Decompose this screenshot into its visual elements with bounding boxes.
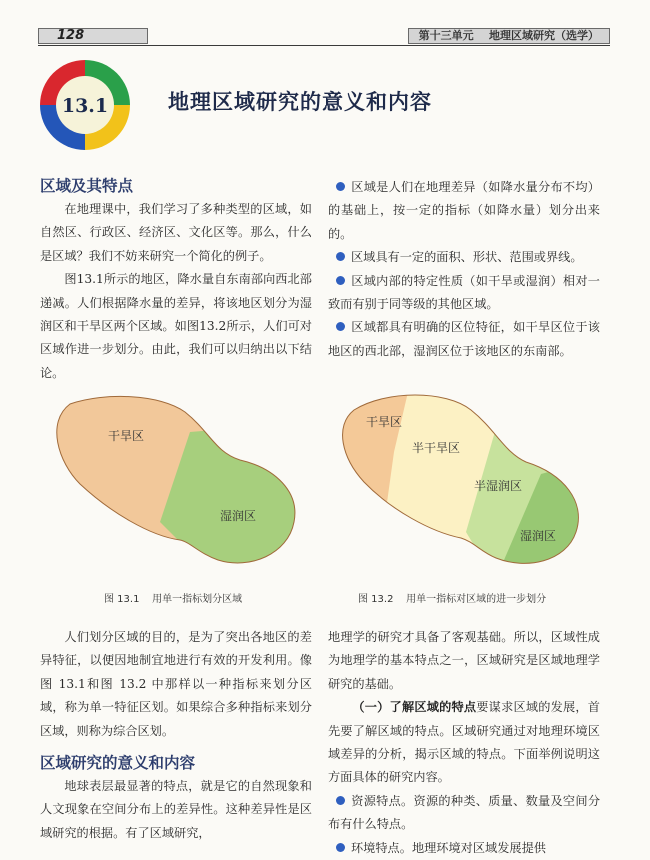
list-item: 区域都具有明确的区位特征，如干旱区位于该地区的西北部，湿润区位于该地区的东南部。 — [328, 320, 600, 358]
paragraph: 地球表层最显著的特点，就是它的自然现象和人文现象在空间分布上的差异性。这种差异性是区域研究的根据。有了区域研究， — [40, 779, 312, 840]
heading-region-features: 区域及其特点 — [40, 177, 134, 195]
paragraph: 图13.1所示的地区，降水量自东南部向西北部递减。人们根据降水量的差异，将该地区划分为湿润区和干旱区两个区域。如图13.2所示，人们可对区域作进一步划分。由此，我们可以归纳出以下结论。 — [40, 272, 312, 380]
subheading: （一）了解区域的特点 — [352, 700, 477, 715]
region-label-dry: 干旱区 — [366, 415, 403, 429]
paragraph: （一）了解区域的特点要谋求区域的发展，首先要了解区域的特点。区域研究通过对地理环境区域差异的分析，揭示区域的特点。下面举例说明这方面具体的研究内容。 — [328, 700, 600, 785]
region-label-semidry: 半干旱区 — [412, 441, 461, 455]
paragraph: 地理学的研究才具备了客观基础。所以，区域性成为地理学的基本特点之一，区域研究是区域地理学研究的基础。 — [328, 630, 600, 691]
list-item: 区域内部的特定性质（如干旱或湿润）相对一致而有别于同等级的其他区域。 — [328, 273, 600, 312]
bullet-icon — [336, 322, 345, 331]
section-title: 地理区域研究的意义和内容 — [168, 89, 432, 114]
page-number: 128 — [38, 28, 148, 44]
right-column-bottom — [328, 626, 600, 860]
figure-13-1-caption: 图 13.1 用单一指标划分区域 — [104, 594, 243, 605]
bullet-icon — [336, 252, 345, 261]
list-item: 资源特点。资源的种类、质量、数量及空间分布有什么特点。 — [328, 793, 601, 832]
right-column-top — [328, 176, 600, 363]
page-header — [38, 28, 610, 46]
bullet-icon — [336, 182, 345, 191]
section-logo — [40, 60, 130, 150]
list-item: 环境特点。地理环境对区域发展提供 — [328, 837, 600, 860]
region-label-dry: 干旱区 — [108, 429, 145, 443]
bullet-icon — [336, 843, 345, 852]
list-item: 区域具有一定的面积、形状、范围或界线。 — [328, 246, 600, 269]
left-column-top — [40, 174, 312, 385]
bullet-icon — [336, 796, 345, 805]
region-label-semiwet: 半湿润区 — [474, 479, 523, 493]
bullet-icon — [336, 276, 345, 285]
figure-13-2-map — [336, 392, 586, 582]
region-label-wet: 湿润区 — [220, 509, 257, 523]
figure-13-1-map — [50, 392, 310, 582]
section-number: 13.1 — [61, 95, 109, 117]
left-column-bottom — [40, 626, 312, 845]
region-label-wet: 湿润区 — [520, 529, 557, 543]
unit-title: 第十三单元 地理区域研究（选学） — [408, 28, 610, 44]
heading-significance: 区域研究的意义和内容 — [40, 754, 196, 773]
list-item: 区域是人们在地理差异（如降水量分布不均）的基础上，按一定的指标（如降水量）划分出来的。 — [328, 180, 600, 241]
paragraph: 在地理课中，我们学习了多种类型的区域，如自然区、行政区、经济区、文化区等。那么，什么是区域？我们不妨来研究一个简化的例子。 — [40, 202, 312, 263]
figure-13-2-caption: 图 13.2 用单一指标对区域的进一步划分 — [358, 594, 547, 605]
paragraph: 人们划分区域的目的，是为了突出各地区的差异特征，以便因地制宜地进行有效的开发利用。像图 13.1和图 13.2 中那样以一种指标来划分区域，称为单一特征区划。如果综合多种指标来划分区域，则称为综合区划。 — [40, 630, 312, 738]
